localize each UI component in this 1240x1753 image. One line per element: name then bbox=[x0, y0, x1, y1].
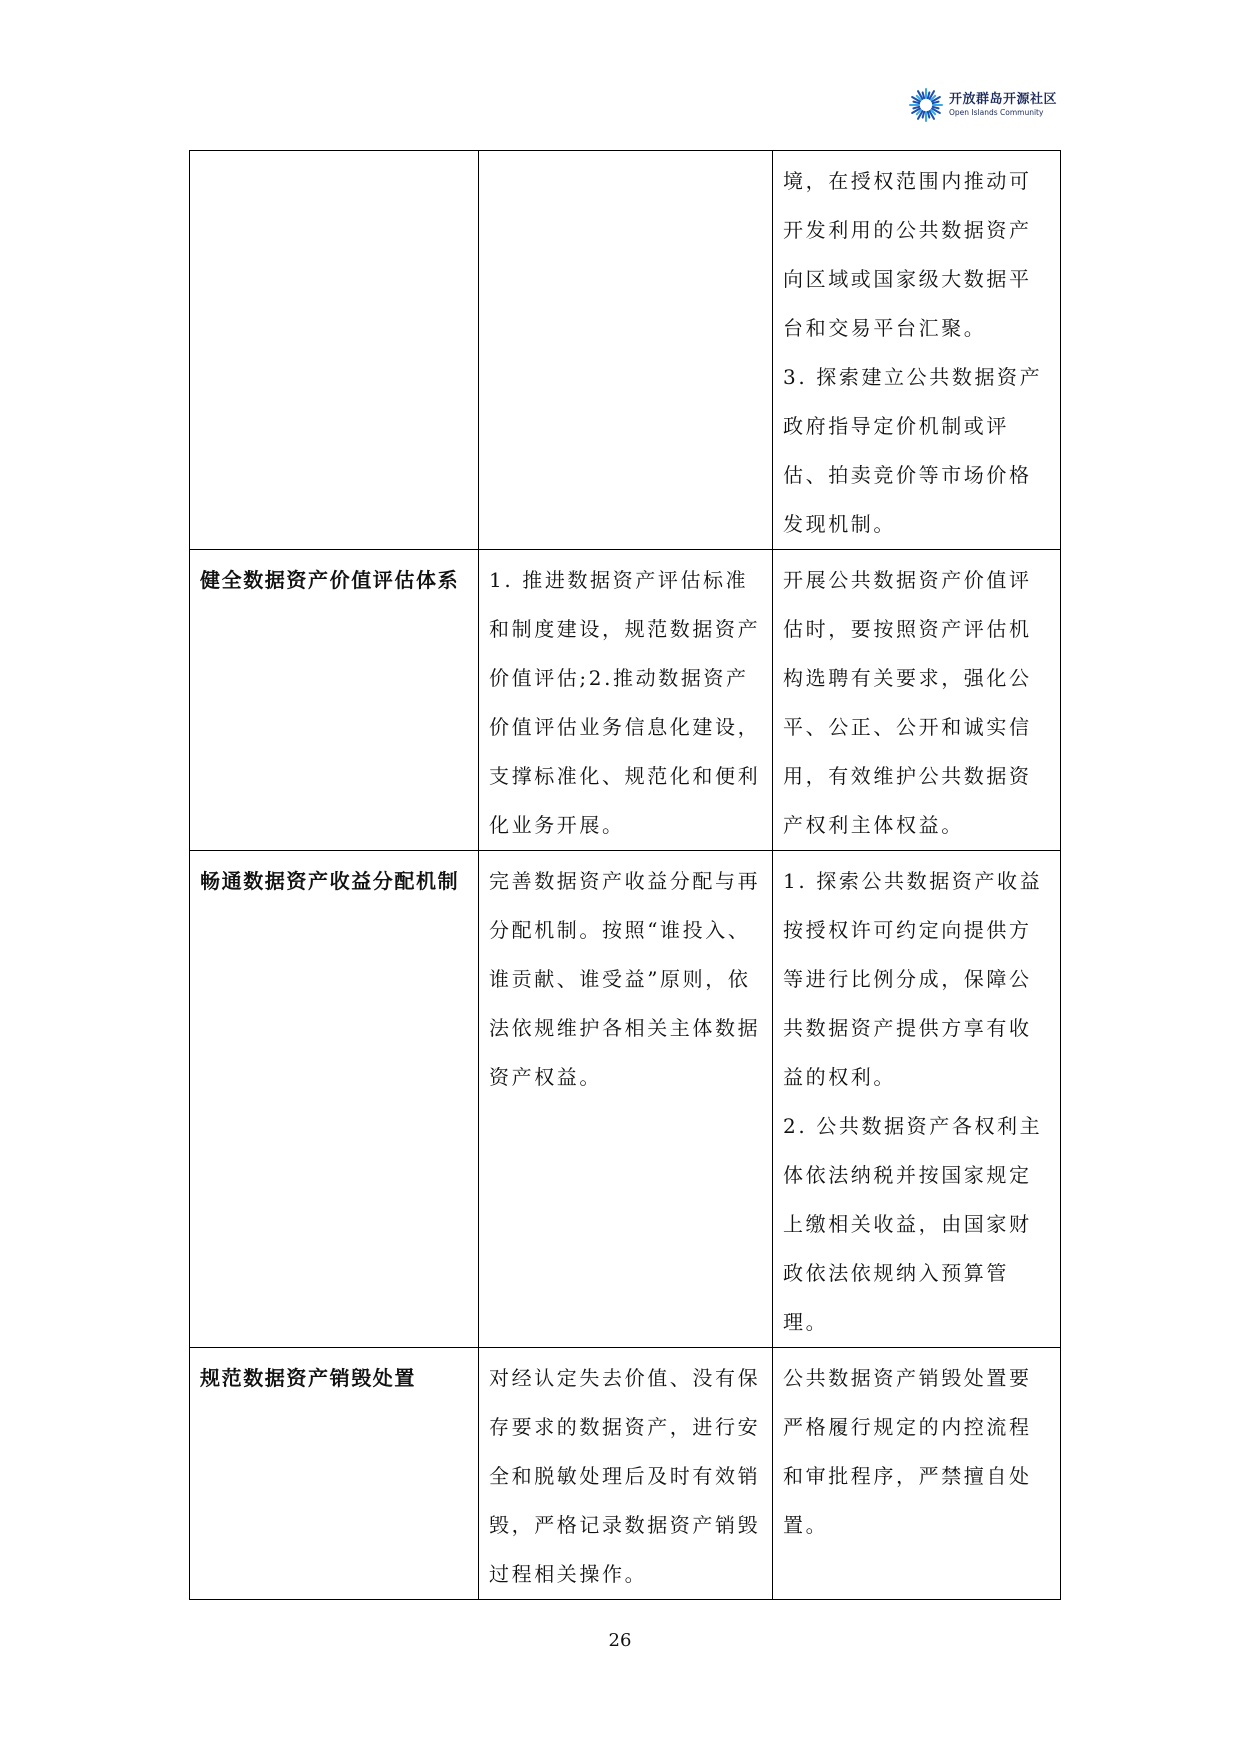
table-cell-heading bbox=[190, 151, 479, 550]
table-row bbox=[190, 851, 1061, 1348]
table-cell-measures bbox=[479, 151, 773, 550]
table-cell-heading: 畅通数据资产收益分配机制 bbox=[190, 851, 479, 1348]
community-logo bbox=[909, 88, 1057, 122]
table-cell-heading: 健全数据资产价值评估体系 bbox=[190, 550, 479, 851]
table-cell-public: 公共数据资产销毁处置要严格履行规定的内控流程和审批程序，严禁擅自处置。 bbox=[773, 1348, 1061, 1600]
table-row bbox=[190, 151, 1061, 550]
table-cell-public: 1. 探索公共数据资产收益按授权许可约定向提供方等进行比例分成，保障公共数据资产提供方享有收益的权利。 2. 公共数据资产各权利主体依法纳税并按国家规定上缴相关收益，由国家财政依法依规纳入预算管理。 bbox=[773, 851, 1061, 1348]
table-cell-public: 开展公共数据资产价值评估时，要按照资产评估机构选聘有关要求，强化公平、公正、公开和诚实信用，有效维护公共数据资产权利主体权益。 bbox=[773, 550, 1061, 851]
table-cell-measures: 对经认定失去价值、没有保存要求的数据资产，进行安全和脱敏处理后及时有效销毁，严格记录数据资产销毁过程相关操作。 bbox=[479, 1348, 773, 1600]
logo-name-en: Open Islands Community bbox=[949, 108, 1044, 118]
table-cell-heading: 规范数据资产销毁处置 bbox=[190, 1348, 479, 1600]
measures-table bbox=[189, 150, 1061, 1600]
table-row bbox=[190, 1348, 1061, 1600]
table-row bbox=[190, 550, 1061, 851]
open-islands-logo-icon bbox=[909, 88, 943, 122]
table-cell-measures: 完善数据资产收益分配与再分配机制。按照“谁投入、谁贡献、谁受益”原则，依法依规维护各相关主体数据资产权益。 bbox=[479, 851, 773, 1348]
logo-name-cn: 开放群岛开源社区 bbox=[949, 92, 1058, 108]
table-cell-measures: 1. 推进数据资产评估标准和制度建设，规范数据资产价值评估;2.推动数据资产价值评估业务信息化建设，支撑标准化、规范化和便利化业务开展。 bbox=[479, 550, 773, 851]
table-cell-public: 境，在授权范围内推动可开发利用的公共数据资产向区域或国家级大数据平台和交易平台汇聚。 3. 探索建立公共数据资产政府指导定价机制或评估、拍卖竞价等市场价格发现机制。 bbox=[773, 151, 1061, 550]
page-number: 26 bbox=[608, 1630, 632, 1651]
